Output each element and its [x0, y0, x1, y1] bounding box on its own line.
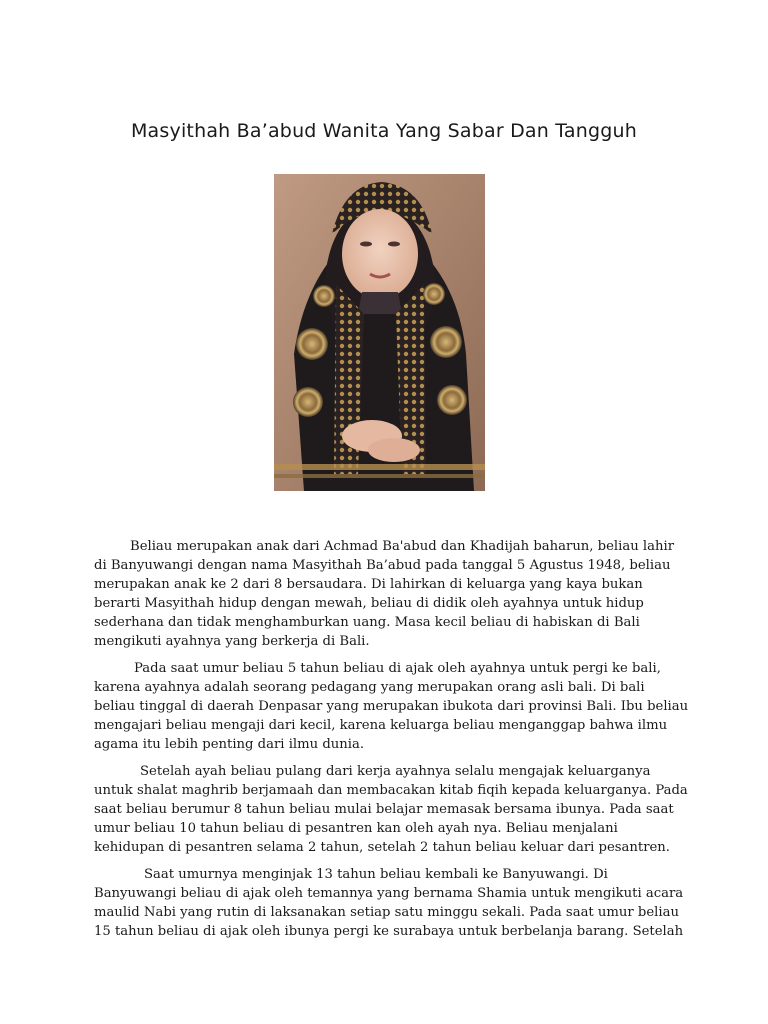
paragraph-line: sederhana dan tidak menghamburkan uang. Masa kecil beliau di habiskan di Bali — [94, 615, 640, 630]
paragraph-line: umur beliau 10 tahun beliau di pesantren kan oleh ayah nya. Beliau menjalani — [94, 821, 618, 836]
paragraph-line: merupakan anak ke 2 dari 8 bersaudara. Di lahirkan di keluarga yang kaya bukan — [94, 577, 643, 592]
paragraph — [94, 537, 676, 651]
portrait-photo — [274, 174, 485, 491]
page-title: Masyithah Ba’abud Wanita Yang Sabar Dan Tangguh — [130, 120, 638, 142]
paragraph-line: Saat umurnya menginjak 13 tahun beliau kembali ke Banyuwangi. Di — [144, 867, 608, 882]
paragraph-line: Beliau merupakan anak dari Achmad Ba'abud dan Khadijah baharun, beliau lahir — [130, 539, 675, 554]
paragraph-line: mengikuti ayahnya yang berkerja di Bali. — [94, 634, 370, 649]
paragraph-line: di Banyuwangi dengan nama Masyithah Ba’abud pada tanggal 5 Agustus 1948, beliau — [94, 558, 671, 573]
paragraph-line: 15 tahun beliau di ajak oleh ibunya pergi ke surabaya untuk berbelanja barang. Setelah — [94, 924, 684, 939]
paragraph-line: Setelah ayah beliau pulang dari kerja ayahnya selalu mengajak keluarganya — [140, 764, 651, 779]
paragraph-line: kehidupan di pesantren selama 2 tahun, setelah 2 tahun beliau keluar dari pesantren. — [94, 840, 670, 855]
paragraph-line: Banyuwangi beliau di ajak oleh temannya yang bernama Shamia untuk mengikuti acara — [94, 886, 684, 901]
paragraph-line: karena ayahnya adalah seorang pedagang yang merupakan orang asli bali. Di bali — [94, 680, 645, 695]
paragraph-line: agama itu lebih penting dari ilmu dunia. — [94, 737, 365, 752]
paragraph — [94, 762, 688, 857]
paragraph-line: saat beliau berumur 8 tahun beliau mulai belajar memasak bersama ibunya. Pada saat — [94, 802, 674, 817]
article-body — [94, 537, 689, 949]
paragraph-line: berarti Masyithah hidup dengan mewah, beliau di didik oleh ayahnya untuk hidup — [94, 596, 644, 611]
paragraph-line: beliau tinggal di daerah Denpasar yang merupakan ibukota dari provinsi Bali. Ibu beliau — [94, 699, 689, 714]
paragraph-line: Pada saat umur beliau 5 tahun beliau di ajak oleh ayahnya untuk pergi ke bali, — [134, 661, 661, 676]
paragraph-line: untuk shalat maghrib berjamaah dan membacakan kitab fiqih kepada keluarganya. Pada — [94, 783, 688, 798]
paragraph — [94, 865, 684, 941]
paragraph — [94, 659, 689, 754]
paragraph-line: maulid Nabi yang rutin di laksanakan setiap satu minggu sekali. Pada saat umur beliau — [94, 905, 679, 920]
paragraph-line: mengajari beliau mengaji dari kecil, karena keluarga beliau menganggap bahwa ilmu — [94, 718, 668, 733]
